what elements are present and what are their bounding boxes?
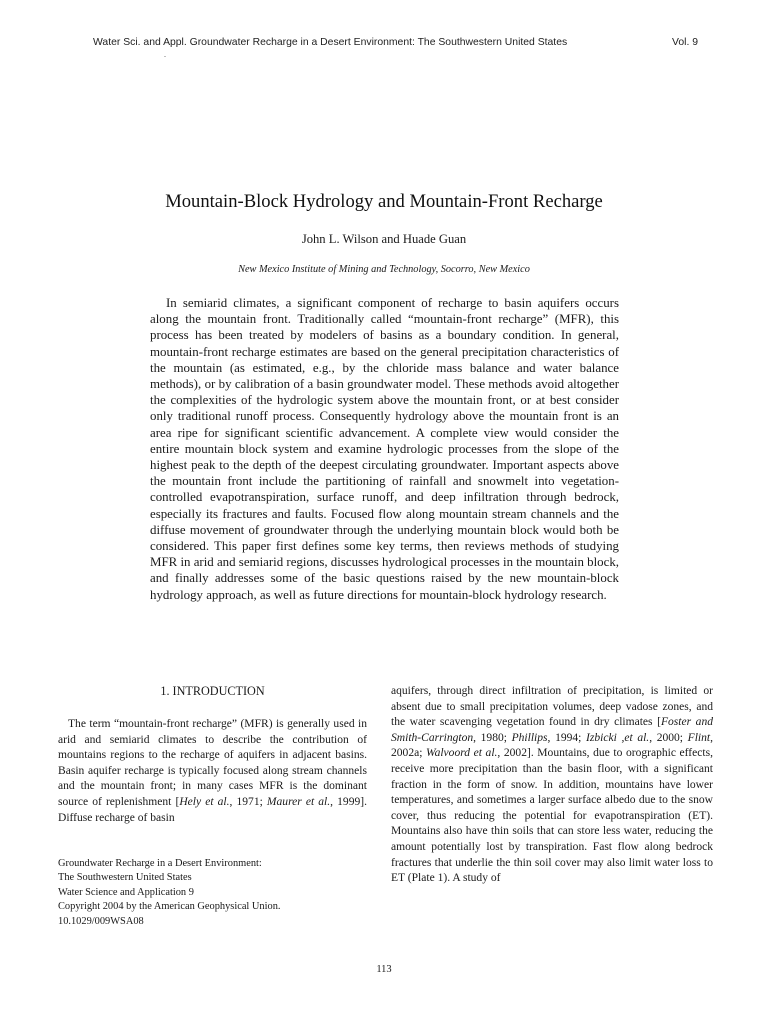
citation: Walvoord et al. — [426, 747, 498, 760]
intro-paragraph-left — [58, 717, 367, 826]
left-column — [58, 684, 367, 826]
text-run: , 1994; — [547, 731, 587, 744]
text-run: , 2002a; — [391, 731, 714, 760]
footnote-line: Copyright 2004 by the American Geophysical Union. — [58, 901, 281, 913]
footnote-line: 10.1029/009WSA08 — [58, 915, 144, 927]
citation: Foster and Smith-Carrington — [391, 716, 714, 744]
abstract: In semiarid climates, a significant component of recharge to basin aquifers occurs along the mountain front. Traditionally called “mountain-front recharge” (MFR), this process has been treated by modelers of basins as a boundary condition. In general, mountain-front recharge estimates are based on the general precipitation characteristics of the mountain (as estimated, e.g., by the chloride mass balance and water balance methods), or by calibration of a basin groundwater model. These methods avoid altogether the complexities of the hydrologic system above the mountain front, or at best consider only traditional runoff process. Consequently hydrology above the mountain front is an area ripe for significant scientific advancement. A complete view would consider the entire mountain block system and examine hydrologic processes from the slope of the highest peak to the depth of the deepest circulating groundwater. Important aspects above the mountain front include the partitioning of rainfall and snowmelt into vegetation-controlled evapotranspiration, surface runoff, and deep infiltration through bedrock, especially its fractures and faults. Focused flow along mountain stream channels and the diffuse movement of groundwater through the underlying mountain block would both be considered. This paper first defines some key terms, then reviews methods of studying MFR in arid and semiarid regions, discusses hydrological processes in the mountain block, and finally addresses some of the basic questions raised by the new mountain-block hydrology approach, as well as future directions for mountain-block hydrology research. — [150, 296, 619, 602]
text-run: , 2000; — [649, 731, 688, 744]
footnote-line: The Southwestern United States — [58, 872, 192, 884]
text-run: , 1999]. Diffuse recharge of basin — [58, 795, 367, 824]
text-run: , 1971; — [229, 795, 267, 808]
citation: Flint — [687, 731, 711, 744]
intro-paragraph-right — [391, 684, 713, 887]
paper-affiliation: New Mexico Institute of Mining and Technology, Socorro, New Mexico — [238, 264, 530, 275]
right-column — [391, 684, 713, 887]
footnote — [58, 857, 358, 929]
running-head — [93, 37, 698, 48]
text-run: aquifers, through direct infiltration of precipitation, is limited or absent due to small precipitation volumes, deep vadose zones, and the water scavenging vegetation found in dry climates [ — [391, 685, 713, 729]
running-head-volume: Vol. 9 — [672, 37, 698, 48]
page-number: 113 — [376, 964, 392, 975]
footnote-line: Groundwater Recharge in a Desert Environment: — [58, 858, 262, 869]
text-run: , 2002]. Mountains, due to orographic effects, receive more precipitation than the basin floor, with a significant fraction in the form of snow. In addition, mountains have lower temperatures, and sometimes a larger surface albedo due to the snow cover, thus reducing the potential for evapotranspiration (ET). Mountains also have thin soils that can store less water, reducing the amount potentially lost by transpiration. Fast flow along bedrock fractures that underlie the thin soil cover may also limit water loss to ET (Plate 1). A study of — [391, 747, 713, 885]
paper-title: Mountain-Block Hydrology and Mountain-Front Recharge — [165, 191, 603, 212]
citation: Izbicki ,et al. — [586, 731, 650, 744]
paper-authors: John L. Wilson and Huade Guan — [301, 232, 467, 246]
text-run: , 1980; — [473, 731, 512, 744]
footnote-line: Water Science and Application 9 — [58, 886, 194, 898]
section-heading: 1. INTRODUCTION — [160, 684, 265, 698]
stray-mark: . — [164, 50, 166, 59]
text-run: The term “mountain-front recharge” (MFR) is generally used in arid and semiarid climates to describe the contribution of mountains regions to the recharge of aquifers in adjacent basins. Basin aquifer recharge is typically focused along stream channels and the mountain front; in many cases MFR is the dominant source of replenishment [ — [58, 718, 367, 808]
citation: Maurer et al. — [266, 795, 331, 808]
running-head-title: Water Sci. and Appl. Groundwater Recharge in a Desert Environment: The Southwestern United States — [93, 37, 568, 48]
citation: Hely et al. — [179, 795, 230, 808]
citation: Phillips — [511, 731, 548, 744]
